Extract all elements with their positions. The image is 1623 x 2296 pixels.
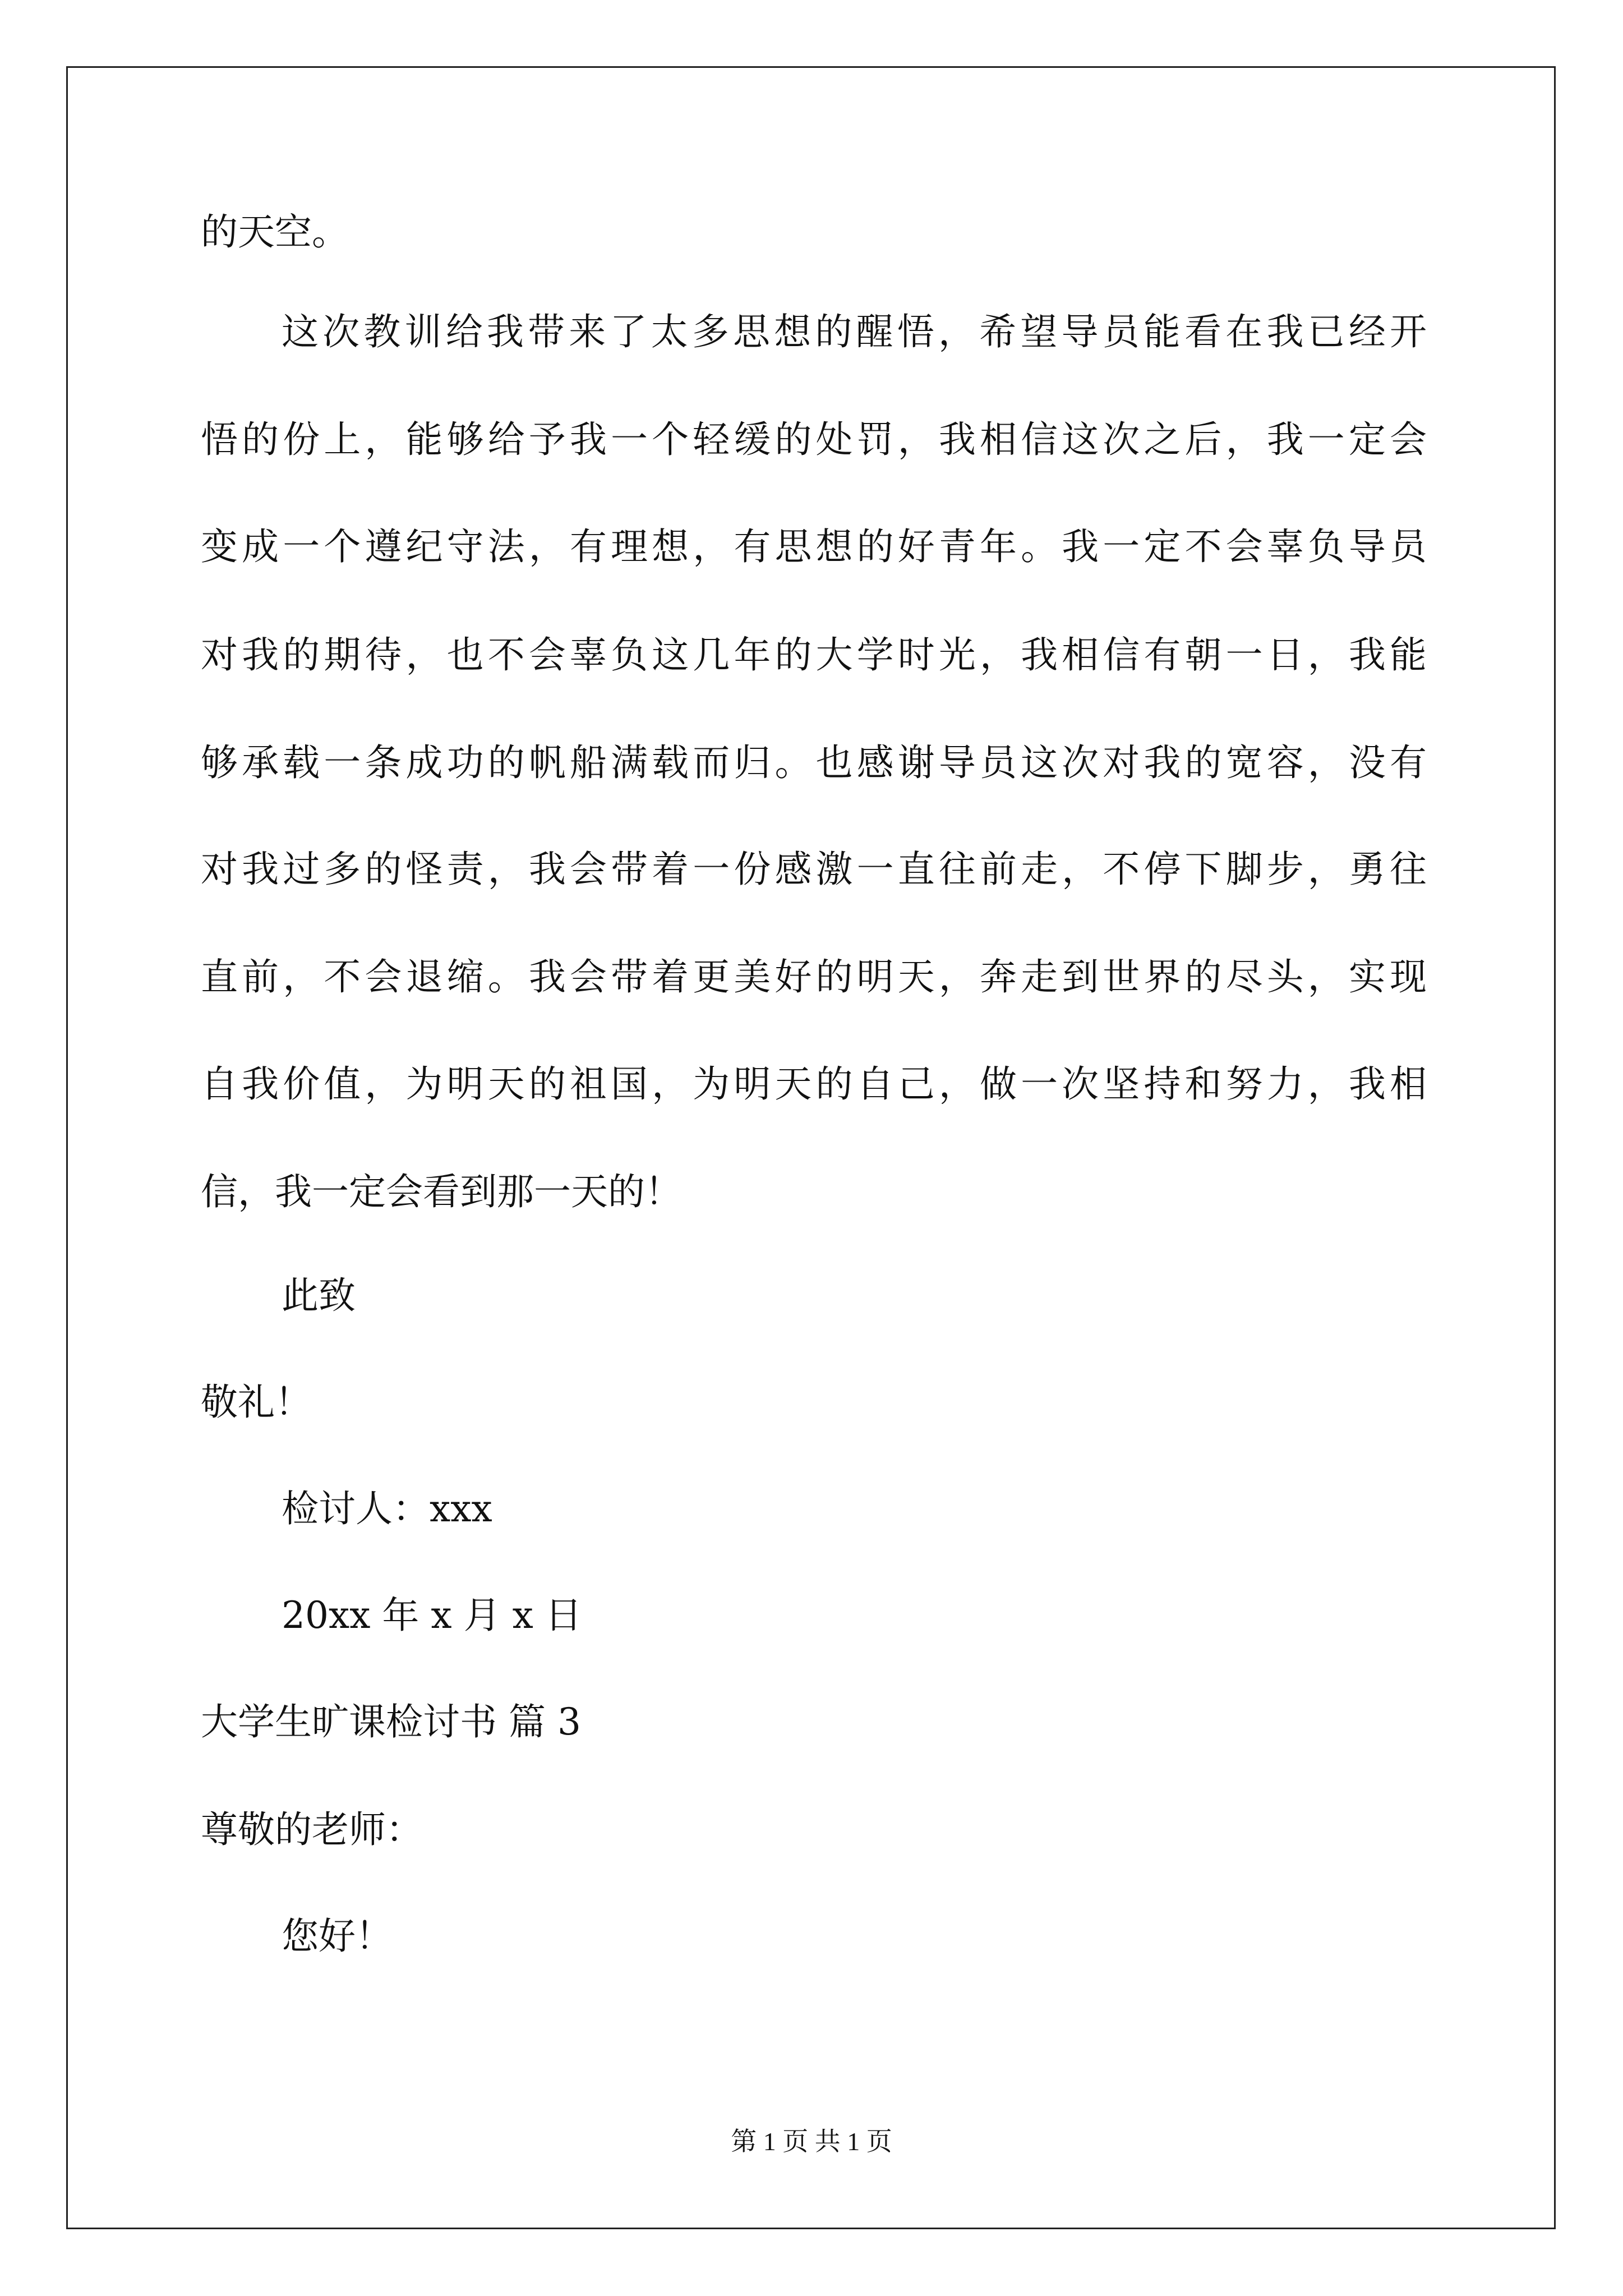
signature-author: 检讨人：xxx bbox=[282, 1487, 492, 1530]
page-border bbox=[66, 66, 1556, 2229]
section-title: 大学生旷课检讨书 篇 3 bbox=[201, 1700, 581, 1743]
text-line: 对我过多的怪责，我会带着一份感激一直往前走，不停下脚步，勇往 bbox=[201, 848, 1427, 891]
text-line: 这次教训给我带来了太多思想的醒悟，希望导员能看在我已经开 bbox=[282, 310, 1427, 353]
greeting: 尊敬的老师： bbox=[201, 1808, 423, 1851]
signature-date: 20xx 年 x 月 x 日 bbox=[282, 1594, 582, 1637]
text-line: 直前，不会退缩。我会带着更美好的明天，奔走到世界的尽头，实现 bbox=[201, 955, 1427, 999]
text-line: 变成一个遵纪守法，有理想，有思想的好青年。我一定不会辜负导员 bbox=[201, 525, 1427, 568]
text-line: 信，我一定会看到那一天的！ bbox=[201, 1170, 682, 1213]
text-line: 的天空。 bbox=[201, 210, 349, 254]
text-line: 对我的期待，也不会辜负这几年的大学时光，我相信有朝一日，我能 bbox=[201, 633, 1427, 677]
text-line: 悟的份上，能够给予我一个轻缓的处罚，我相信这次之后，我一定会 bbox=[201, 418, 1427, 461]
text-line: 够承载一条成功的帆船满载而归。也感谢导员这次对我的宽容，没有 bbox=[201, 741, 1427, 784]
greeting-hello: 您好！ bbox=[282, 1915, 393, 1958]
closing-regards: 敬礼！ bbox=[201, 1381, 312, 1424]
page-footer: 第 1 页 共 1 页 bbox=[731, 2127, 892, 2156]
text-line: 自我价值，为明天的祖国，为明天的自己，做一次坚持和努力，我相 bbox=[201, 1062, 1427, 1106]
closing-salutation: 此致 bbox=[282, 1274, 356, 1317]
